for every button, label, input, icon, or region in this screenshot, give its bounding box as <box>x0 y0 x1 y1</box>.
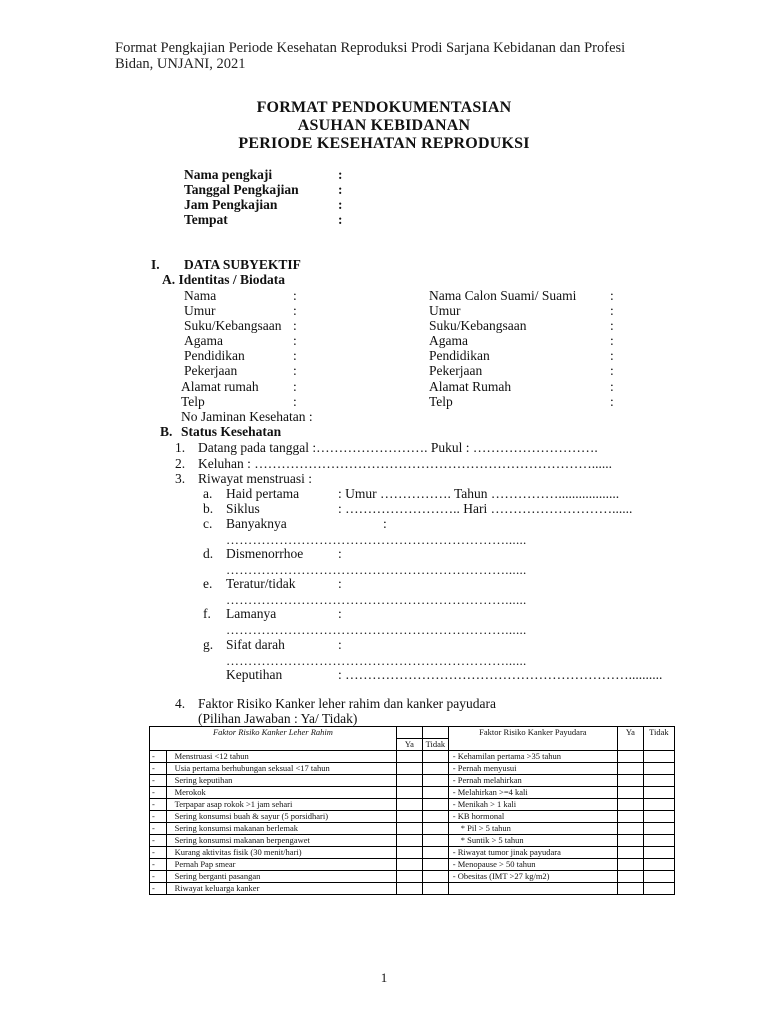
cervical-ya-checkbox[interactable] <box>396 775 422 787</box>
sub-item-label-siklus: Siklus <box>226 501 260 516</box>
cervical-ya-checkbox[interactable] <box>396 859 422 871</box>
risk-table-body <box>150 727 675 895</box>
document-header-line-2: Bidan, UNJANI, 2021 <box>115 56 246 72</box>
meta-colon: : <box>338 197 343 212</box>
breast-ya-checkbox[interactable] <box>617 811 643 823</box>
sub-item-value: : Umur ……………. Tahun …………….................. <box>338 486 620 501</box>
cervical-tidak-checkbox[interactable] <box>422 799 448 811</box>
table-row <box>150 775 675 787</box>
meta-label-tanggal-pengkajian: Tanggal Pengkajian <box>184 182 299 197</box>
breast-risk-item <box>448 883 617 895</box>
header-ya-empty <box>396 727 422 739</box>
field-label-alamat-suami: Alamat Rumah <box>429 379 512 394</box>
document-title-line-2: ASUHAN KEBIDANAN <box>297 117 471 134</box>
field-label-suku-kebangsaan: Suku/Kebangsaan <box>184 318 282 333</box>
item-number: 3. <box>175 471 186 486</box>
document-title-line-1: FORMAT PENDOKUMENTASIAN <box>256 99 512 116</box>
row-bullet: - <box>150 859 167 871</box>
section-title: DATA SUBYEKTIF <box>184 257 301 272</box>
subsection-b-title: Status Kesehatan <box>181 424 282 439</box>
field-colon: : <box>293 288 297 303</box>
field-colon: : <box>293 318 297 333</box>
header-cervical-risk: Faktor Risiko Kanker Leher Rahim <box>150 727 397 751</box>
field-colon: : <box>293 333 297 348</box>
row-bullet: - <box>150 871 167 883</box>
item-number: 1. <box>175 440 186 455</box>
cervical-ya-checkbox[interactable] <box>396 751 422 763</box>
table-row <box>150 751 675 763</box>
field-colon: : <box>293 303 297 318</box>
page-number: 1 <box>380 970 388 985</box>
field-label-suku-suami: Suku/Kebangsaan <box>429 318 527 333</box>
breast-ya-checkbox[interactable] <box>617 883 643 895</box>
breast-tidak-checkbox[interactable] <box>643 847 674 859</box>
cervical-ya-checkbox[interactable] <box>396 799 422 811</box>
breast-risk-item: * Pil > 5 tahun <box>448 823 617 835</box>
breast-tidak-checkbox[interactable] <box>643 823 674 835</box>
cervical-risk-item: Merokok <box>166 787 396 799</box>
cervical-risk-item: Sering konsumsi makanan berpengawet <box>166 835 396 847</box>
cervical-tidak-checkbox[interactable] <box>422 751 448 763</box>
cervical-tidak-checkbox[interactable] <box>422 787 448 799</box>
table-row <box>150 847 675 859</box>
item-riwayat-menstruasi: Riwayat menstruasi : <box>198 471 312 486</box>
item-number: 4. <box>175 696 186 711</box>
sub-item-letter: f. <box>203 606 211 621</box>
breast-tidak-checkbox[interactable] <box>643 775 674 787</box>
cervical-tidak-checkbox[interactable] <box>422 763 448 775</box>
document-title-line-3: PERIODE KESEHATAN REPRODUKSI <box>238 135 530 152</box>
cervical-risk-item: Usia pertama berhubungan seksual <17 tahun <box>166 763 396 775</box>
breast-risk-item: - Menopause > 50 tahun <box>448 859 617 871</box>
meta-label-tempat: Tempat <box>184 212 228 227</box>
subsection-a-title: A. Identitas / Biodata <box>162 272 286 287</box>
cervical-tidak-checkbox[interactable] <box>422 811 448 823</box>
sub-item-colon: : <box>338 546 342 561</box>
breast-tidak-checkbox[interactable] <box>643 859 674 871</box>
field-label-pekerjaan: Pekerjaan <box>184 363 238 378</box>
breast-tidak-checkbox[interactable] <box>643 799 674 811</box>
field-colon: : <box>293 394 297 409</box>
field-colon: : <box>610 333 614 348</box>
cervical-ya-checkbox[interactable] <box>396 883 422 895</box>
item-keluhan: Keluhan : …………………………………………………………………...... <box>198 456 612 471</box>
sub-item-dots: ………………………………………………………...... <box>226 532 527 547</box>
field-label-telp-suami: Telp <box>429 394 453 409</box>
item-faktor-risiko: Faktor Risiko Kanker leher rahim dan kanker payudara <box>198 696 497 711</box>
field-colon: : <box>293 348 297 363</box>
header-ya: Ya <box>396 739 422 751</box>
risk-factor-table <box>149 726 675 895</box>
row-bullet: - <box>150 787 167 799</box>
breast-ya-checkbox[interactable] <box>617 751 643 763</box>
sub-item-value: : ……………………………………………………….......... <box>338 667 663 682</box>
field-colon: : <box>610 363 614 378</box>
header-tidak: Tidak <box>643 727 674 751</box>
breast-risk-item: - Pernah melahirkan <box>448 775 617 787</box>
cervical-ya-checkbox[interactable] <box>396 835 422 847</box>
field-label-telp: Telp <box>181 394 205 409</box>
table-row <box>150 871 675 883</box>
sub-item-colon: : <box>338 637 342 652</box>
breast-risk-item: - KB hormonal <box>448 811 617 823</box>
sub-item-dots: ………………………………………………………...... <box>226 562 527 577</box>
header-tidak: Tidak <box>422 739 448 751</box>
sub-item-colon: : <box>338 576 342 591</box>
field-label-pekerjaan-suami: Pekerjaan <box>429 363 483 378</box>
field-label-alamat-rumah: Alamat rumah <box>181 379 259 394</box>
sub-item-dots: ………………………………………………………...... <box>226 653 527 668</box>
meta-colon: : <box>338 212 343 227</box>
breast-risk-item: - Riwayat tumor jinak payudara <box>448 847 617 859</box>
breast-ya-checkbox[interactable] <box>617 799 643 811</box>
meta-label-jam-pengkajian: Jam Pengkajian <box>184 197 278 212</box>
field-colon: : <box>293 379 297 394</box>
table-row <box>150 787 675 799</box>
table-row <box>150 859 675 871</box>
cervical-risk-item: Sering berganti pasangan <box>166 871 396 883</box>
field-colon: : <box>293 363 297 378</box>
field-label-pendidikan: Pendidikan <box>184 348 245 363</box>
field-label-umur: Umur <box>184 303 216 318</box>
table-row <box>150 823 675 835</box>
breast-tidak-checkbox[interactable] <box>643 883 674 895</box>
cervical-tidak-checkbox[interactable] <box>422 847 448 859</box>
sub-item-letter: e. <box>203 576 213 591</box>
breast-tidak-checkbox[interactable] <box>643 787 674 799</box>
field-colon: : <box>610 348 614 363</box>
table-row <box>150 883 675 895</box>
row-bullet: - <box>150 763 167 775</box>
sub-item-letter: c. <box>203 516 213 531</box>
row-bullet: - <box>150 775 167 787</box>
breast-ya-checkbox[interactable] <box>617 775 643 787</box>
table-row <box>150 763 675 775</box>
cervical-risk-item: Terpapar asap rokok >1 jam sehari <box>166 799 396 811</box>
header-tidak-empty <box>422 727 448 739</box>
sub-item-label-keputihan: Keputihan <box>226 667 283 682</box>
field-label-nama: Nama <box>184 288 217 303</box>
breast-tidak-checkbox[interactable] <box>643 751 674 763</box>
sub-item-label-banyaknya: Banyaknya <box>226 516 287 531</box>
meta-colon: : <box>338 182 343 197</box>
row-bullet: - <box>150 883 167 895</box>
cervical-risk-item: Sering keputihan <box>166 775 396 787</box>
cervical-risk-item: Pernah Pap smear <box>166 859 396 871</box>
sub-item-label-lamanya: Lamanya <box>226 606 277 621</box>
breast-tidak-checkbox[interactable] <box>643 871 674 883</box>
breast-risk-item: - Pernah menyusui <box>448 763 617 775</box>
cervical-ya-checkbox[interactable] <box>396 847 422 859</box>
breast-ya-checkbox[interactable] <box>617 763 643 775</box>
cervical-risk-item: Menstruasi <12 tahun <box>166 751 396 763</box>
breast-ya-checkbox[interactable] <box>617 847 643 859</box>
row-bullet: - <box>150 751 167 763</box>
field-colon: : <box>610 288 614 303</box>
sub-item-letter: g. <box>203 637 214 652</box>
breast-ya-checkbox[interactable] <box>617 871 643 883</box>
cervical-ya-checkbox[interactable] <box>396 823 422 835</box>
risk-table-header-row <box>150 727 675 739</box>
sub-item-label-teratur: Teratur/tidak <box>226 576 296 591</box>
field-colon: : <box>610 394 614 409</box>
row-bullet: - <box>150 823 167 835</box>
breast-tidak-checkbox[interactable] <box>643 811 674 823</box>
cervical-risk-item: Sering konsumsi makanan berlemak <box>166 823 396 835</box>
header-ya: Ya <box>617 727 643 751</box>
row-bullet: - <box>150 811 167 823</box>
row-bullet: - <box>150 847 167 859</box>
table-row <box>150 811 675 823</box>
item-datang-tanggal: Datang pada tanggal :……………………. Pukul : ………………………. <box>198 440 598 455</box>
cervical-tidak-checkbox[interactable] <box>422 883 448 895</box>
breast-ya-checkbox[interactable] <box>617 835 643 847</box>
header-breast-risk: Faktor Risiko Kanker Payudara <box>448 727 617 751</box>
breast-ya-checkbox[interactable] <box>617 823 643 835</box>
row-bullet: - <box>150 835 167 847</box>
sub-item-letter: a. <box>203 486 213 501</box>
cervical-tidak-checkbox[interactable] <box>422 871 448 883</box>
document-header-line-1: Format Pengkajian Periode Kesehatan Reproduksi Prodi Sarjana Kebidanan dan Profesi <box>115 40 626 56</box>
cervical-risk-item: Kurang aktivitas fisik (30 menit/hari) <box>166 847 396 859</box>
sub-item-dots: ………………………………………………………...... <box>226 622 527 637</box>
field-label-agama: Agama <box>184 333 223 348</box>
field-colon: : <box>610 318 614 333</box>
subsection-b-letter: B. <box>160 424 173 439</box>
cervical-ya-checkbox[interactable] <box>396 787 422 799</box>
sub-item-letter: b. <box>203 501 214 516</box>
cervical-ya-checkbox[interactable] <box>396 871 422 883</box>
table-row <box>150 799 675 811</box>
breast-risk-item: - Obesitas (IMT >27 kg/m2) <box>448 871 617 883</box>
cervical-ya-checkbox[interactable] <box>396 763 422 775</box>
field-label-agama-suami: Agama <box>429 333 468 348</box>
field-colon: : <box>610 303 614 318</box>
breast-tidak-checkbox[interactable] <box>643 763 674 775</box>
cervical-risk-item: Riwayat keluarga kanker <box>166 883 396 895</box>
sub-item-colon: : <box>383 516 387 531</box>
field-label-pendidikan-suami: Pendidikan <box>429 348 490 363</box>
sub-item-colon: : <box>338 606 342 621</box>
cervical-ya-checkbox[interactable] <box>396 811 422 823</box>
sub-item-label-sifat-darah: Sifat darah <box>226 637 285 652</box>
item-number: 2. <box>175 456 186 471</box>
section-numeral: I. <box>151 257 160 272</box>
field-label-umur-suami: Umur <box>429 303 461 318</box>
row-bullet: - <box>150 799 167 811</box>
breast-risk-item: * Suntik > 5 tahun <box>448 835 617 847</box>
breast-risk-item: - Kehamilan pertama >35 tahun <box>448 751 617 763</box>
table-row <box>150 835 675 847</box>
breast-risk-item: - Melahirkan >=4 kali <box>448 787 617 799</box>
cervical-tidak-checkbox[interactable] <box>422 775 448 787</box>
meta-label-nama-pengkaji: Nama pengkaji <box>184 167 273 182</box>
meta-colon: : <box>338 167 343 182</box>
cervical-tidak-checkbox[interactable] <box>422 859 448 871</box>
sub-item-letter: d. <box>203 546 214 561</box>
sub-item-value: : …………………….. Hari ………………………...... <box>338 501 633 516</box>
cervical-tidak-checkbox[interactable] <box>422 835 448 847</box>
breast-risk-item: - Menikah > 1 kali <box>448 799 617 811</box>
sub-item-label-dismenorrhoe: Dismenorrhoe <box>226 546 304 561</box>
breast-tidak-checkbox[interactable] <box>643 835 674 847</box>
sub-item-label-haid-pertama: Haid pertama <box>226 486 300 501</box>
cervical-risk-item: Sering konsumsi buah & sayur (5 porsidhari) <box>166 811 396 823</box>
item-faktor-risiko-hint: (Pilihan Jawaban : Ya/ Tidak) <box>198 711 358 726</box>
breast-ya-checkbox[interactable] <box>617 787 643 799</box>
cervical-tidak-checkbox[interactable] <box>422 823 448 835</box>
breast-ya-checkbox[interactable] <box>617 859 643 871</box>
field-label-no-jaminan: No Jaminan Kesehatan : <box>181 409 313 424</box>
field-colon: : <box>610 379 614 394</box>
field-label-nama-suami: Nama Calon Suami/ Suami <box>429 288 577 303</box>
sub-item-dots: ………………………………………………………...... <box>226 592 527 607</box>
